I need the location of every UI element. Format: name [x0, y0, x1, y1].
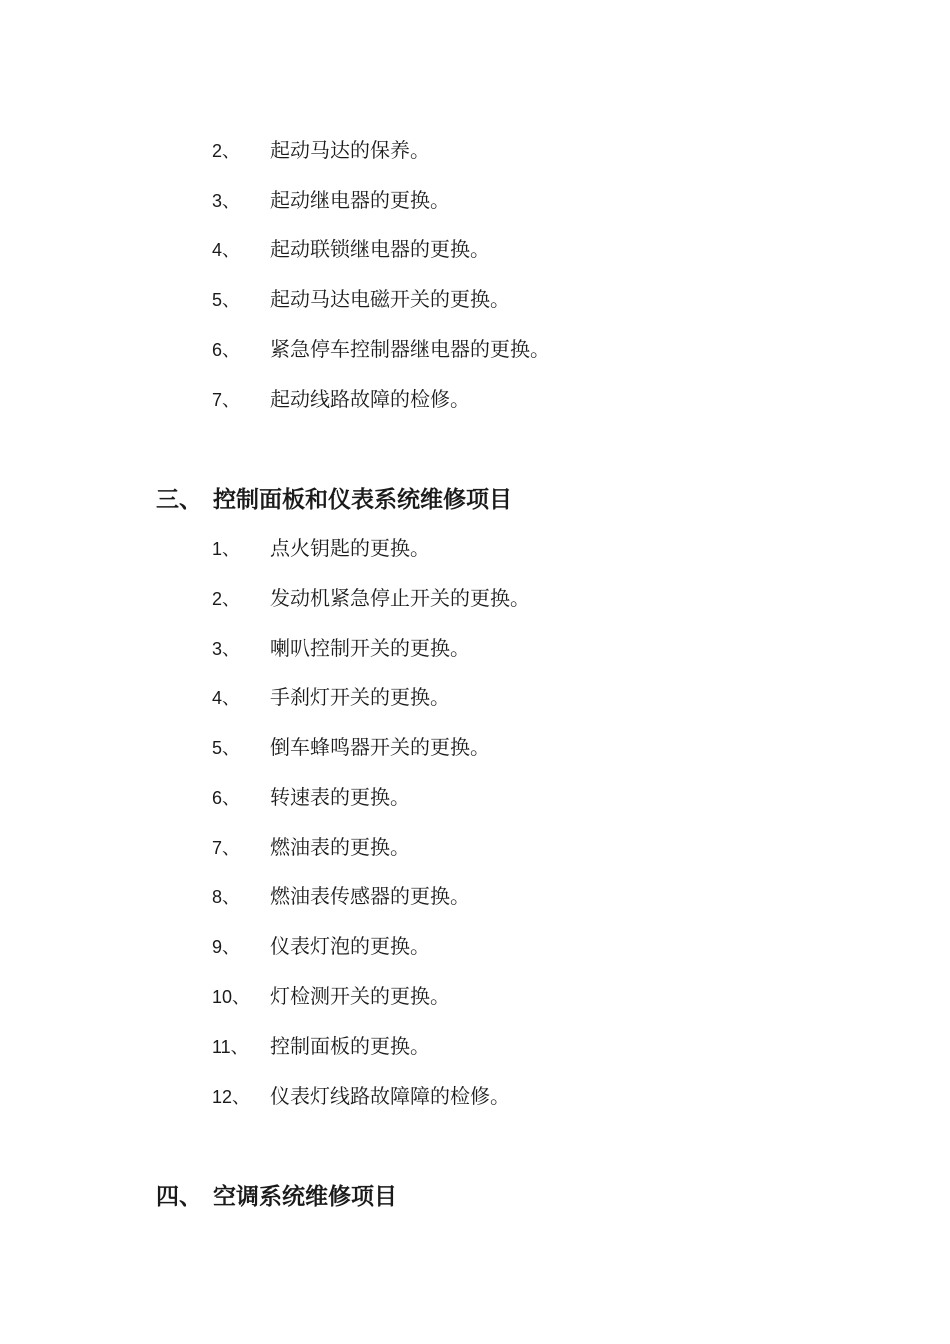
list-item-number: 6、 [212, 788, 241, 808]
list-item-number: 1、 [212, 539, 241, 559]
list-item-text: 灯检测开关的更换。 [270, 984, 450, 1008]
list-item-number: 11、 [212, 1037, 249, 1057]
list-item [212, 832, 410, 862]
list-item-text: 仪表灯线路故障障的检修。 [270, 1084, 510, 1108]
list-item [212, 682, 450, 712]
list-item-text: 燃油表的更换。 [270, 835, 410, 859]
list-item-text: 控制面板的更换。 [270, 1034, 430, 1058]
list-item-text: 喇叭控制开关的更换。 [270, 636, 470, 660]
list-item-number: 7、 [212, 390, 241, 410]
list-item-number: 12、 [212, 1087, 251, 1107]
section-heading [156, 483, 512, 517]
list-item-number: 5、 [212, 290, 241, 310]
section-heading-number: 四、 [156, 1184, 202, 1210]
list-item-number: 2、 [212, 141, 241, 161]
list-item [212, 234, 490, 264]
list-item-text: 转速表的更换。 [270, 785, 410, 809]
list-item-text: 倒车蜂鸣器开关的更换。 [270, 735, 490, 759]
list-item-text: 发动机紧急停止开关的更换。 [270, 586, 530, 610]
list-item-number: 8、 [212, 887, 241, 907]
list-item-number: 5、 [212, 738, 241, 758]
section-heading [156, 1180, 397, 1214]
list-item [212, 1081, 510, 1111]
list-item-number: 9、 [212, 937, 241, 957]
list-item [212, 583, 530, 613]
list-item-number: 4、 [212, 688, 241, 708]
list-item [212, 732, 490, 762]
list-item [212, 881, 470, 911]
list-item-number: 10、 [212, 987, 251, 1007]
list-item-text: 起动马达的保养。 [270, 138, 430, 162]
list-item-text: 仪表灯泡的更换。 [270, 934, 430, 958]
list-item [212, 284, 510, 314]
list-item-text: 起动继电器的更换。 [270, 188, 450, 212]
list-item-number: 4、 [212, 240, 241, 260]
list-item [212, 782, 410, 812]
list-item-number: 2、 [212, 589, 241, 609]
list-item-number: 3、 [212, 639, 241, 659]
list-item [212, 334, 550, 364]
list-item [212, 633, 470, 663]
list-item-text: 点火钥匙的更换。 [270, 536, 430, 560]
list-item-number: 6、 [212, 340, 241, 360]
list-item-number: 3、 [212, 191, 241, 211]
list-item [212, 384, 470, 414]
list-item [212, 981, 450, 1011]
section-heading-title: 空调系统维修项目 [213, 1184, 397, 1210]
list-item [212, 185, 450, 215]
list-item-text: 起动马达电磁开关的更换。 [270, 287, 510, 311]
list-item [212, 1031, 430, 1061]
list-item-text: 起动联锁继电器的更换。 [270, 237, 490, 261]
list-item-text: 手刹灯开关的更换。 [270, 685, 450, 709]
list-item [212, 135, 430, 165]
list-item-text: 紧急停车控制器继电器的更换。 [270, 337, 550, 361]
list-item [212, 533, 430, 563]
section-heading-title: 控制面板和仪表系统维修项目 [213, 487, 512, 513]
section-heading-number: 三、 [156, 487, 202, 513]
list-item-text: 起动线路故障的检修。 [270, 387, 470, 411]
list-item [212, 931, 430, 961]
list-item-text: 燃油表传感器的更换。 [270, 884, 470, 908]
list-item-number: 7、 [212, 838, 241, 858]
